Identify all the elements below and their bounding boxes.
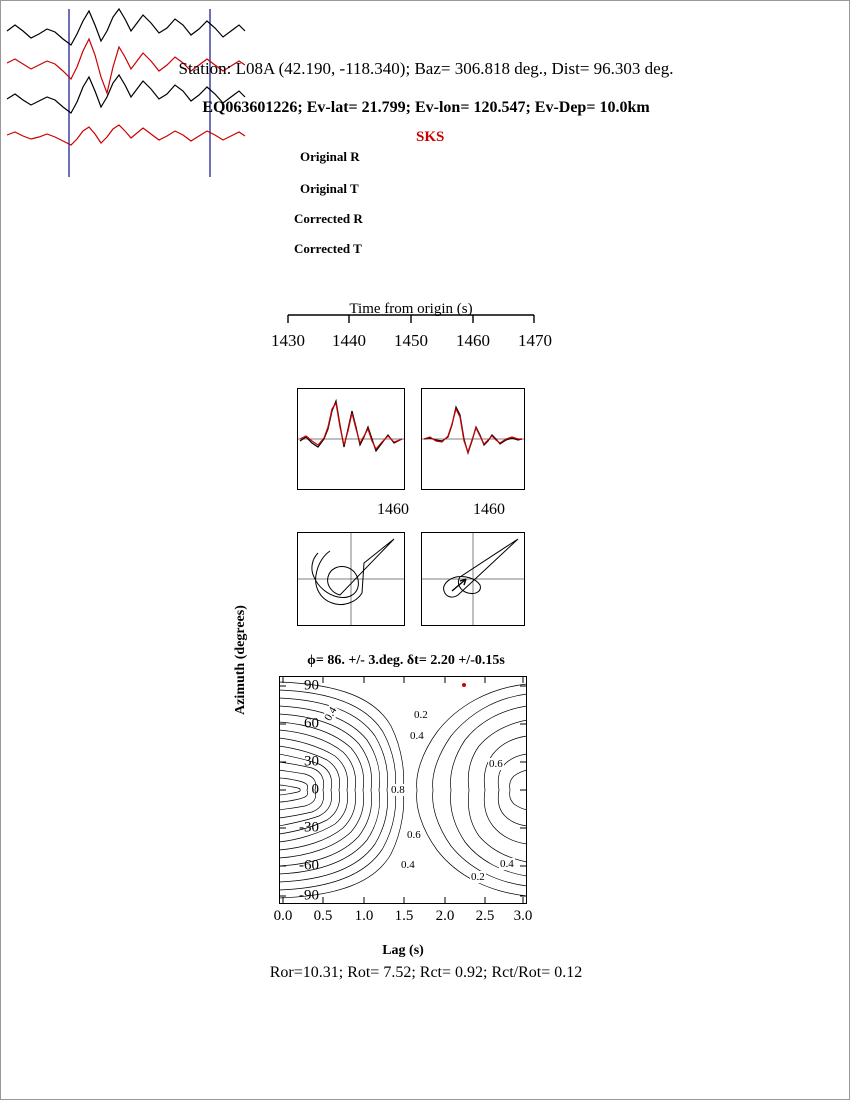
x-tick-6: 3.0: [513, 908, 533, 924]
particle-motion-before-path: [298, 533, 404, 625]
contour-label-3: 0.6: [489, 758, 503, 770]
contour-label-1: 0.2: [414, 709, 428, 721]
waveform-compare-box-left: [297, 388, 405, 490]
y-tick-90: 90: [304, 677, 319, 694]
x-tick-3: 1.5: [394, 908, 414, 924]
time-tick-4: 1470: [518, 331, 552, 350]
y-tick-30: 30: [304, 753, 319, 770]
contour-label-4: 0.8: [391, 784, 405, 796]
time-axis-line: [286, 313, 536, 327]
y-tick-m30: -30: [299, 819, 319, 836]
contour-label-5: 0.6: [407, 829, 421, 841]
time-tick-2: 1450: [394, 331, 428, 350]
x-tick-0: 0.0: [273, 908, 293, 924]
time-tick-3: 1460: [456, 331, 490, 350]
x-tick-2: 1.0: [354, 908, 374, 924]
y-tick-m60: -60: [299, 857, 319, 874]
trace-label-original-t: Original T: [300, 181, 359, 196]
contour-x-axis-label: Lag (s): [382, 943, 424, 958]
trace-label-corrected-t: Corrected T: [294, 241, 362, 256]
trace-label-corrected-r: Corrected R: [294, 211, 363, 226]
x-tick-1: 0.5: [313, 908, 333, 924]
waveform-compare-left-traces: [298, 389, 404, 489]
contour-label-8: 0.4: [500, 858, 514, 870]
waveform-panel: [1, 1, 251, 186]
x-tick-5: 2.5: [475, 908, 495, 924]
trace-label-original-r: Original R: [300, 149, 360, 164]
y-tick-m90: -90: [299, 887, 319, 904]
waveform-compare-box-right: [421, 388, 525, 490]
waveform-traces: [1, 1, 251, 186]
x-tick-4: 2.0: [435, 908, 455, 924]
splitting-parameters-title: ϕ= 86. +/- 3.deg. δt= 2.20 +/-0.15s: [307, 653, 505, 668]
sks-phase-label: SKS: [416, 129, 445, 145]
time-tick-0: 1430: [271, 331, 305, 350]
contour-y-axis-label: Azimuth (degrees): [233, 605, 248, 715]
particle-motion-box-before: [297, 532, 405, 626]
compare-right-tick: 1460: [473, 501, 505, 518]
contour-label-2: 0.4: [410, 730, 424, 742]
event-info-line: EQ063601226; Ev-lat= 21.799; Ev-lon= 120.547; Ev-Dep= 10.0km: [202, 99, 650, 116]
contour-label-7: 0.2: [471, 871, 485, 883]
time-tick-1: 1440: [332, 331, 366, 350]
time-axis-label: Time from origin (s): [349, 301, 473, 317]
y-tick-60: 60: [304, 715, 319, 732]
compare-left-tick: 1460: [377, 501, 409, 518]
minimum-marker: [462, 683, 466, 687]
particle-motion-box-after: [421, 532, 525, 626]
waveform-compare-right-traces: [422, 389, 524, 489]
y-tick-0: 0: [311, 781, 319, 798]
station-info-line: Station: L08A (42.190, -118.340); Baz= 306.818 deg., Dist= 96.303 deg.: [178, 59, 674, 78]
contour-label-6: 0.4: [401, 859, 415, 871]
contour-label-0: 0.4: [322, 705, 340, 723]
quality-metrics-line: Ror=10.31; Rot= 7.52; Rct= 0.92; Rct/Rot= 0.12: [269, 964, 583, 981]
particle-motion-after-path: [422, 533, 524, 625]
